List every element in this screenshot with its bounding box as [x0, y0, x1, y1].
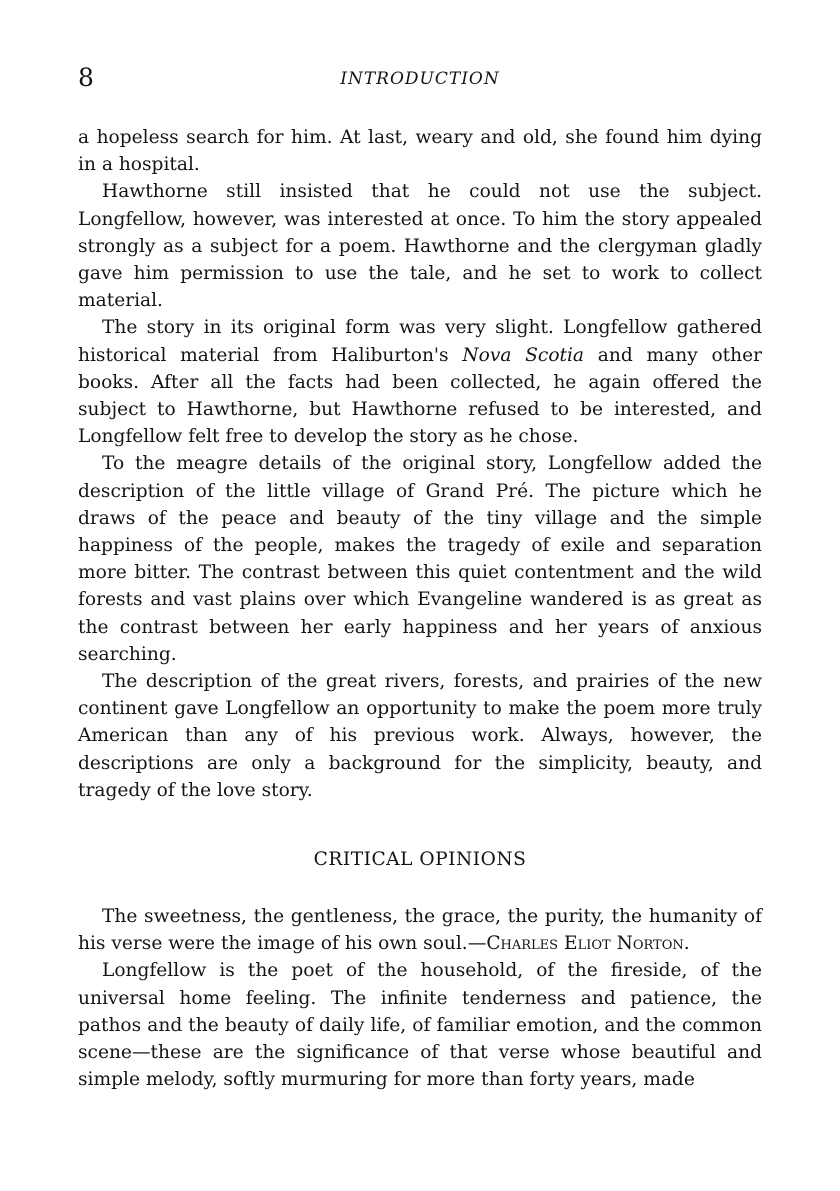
book-page: [78, 62, 762, 1094]
quote-1-author: Charles Eliot Norton.: [486, 933, 690, 955]
paragraph-4: To the meagre details of the original story, Longfellow added the description of the little village of Grand Pré. The picture which he draws of the peace and beauty of the tiny village and the simple happiness of the people, makes the tragedy of exile and separation more bitter. The contrast between this quiet contentment and the wild forests and vast plains over which Evangeline wandered is as great as the contrast between her early happiness and her years of anxious searching.: [78, 453, 762, 665]
section-heading: CRITICAL OPINIONS: [313, 849, 527, 871]
paragraph-1: a hopeless search for him. At last, weary and old, she found him dying in a hospital.: [78, 127, 762, 176]
page-number: 8: [78, 63, 94, 92]
paragraph-3: [78, 314, 762, 450]
quote-2: Longfellow is the poet of the household, of the fireside, of the universal home feeling. The infinite tenderness and patience, the pathos and the beauty of daily life, of familiar emotion, and the common scene—these are the significance of that verse whose beautiful and simple melody, softly murmuring for more than forty years, made: [78, 960, 762, 1091]
quote-1-text: The sweetness, the gentleness, the grace, the purity, the humanity of his verse were the image of his own soul.—: [78, 906, 762, 955]
paragraph-3-text-b: and many other books. After all the facts had been collected, he again offered the subject to Hawthorne, but Hawthorne refused to be interested, and Longfellow felt free to develop the story as he chose.: [78, 344, 762, 448]
running-head: [78, 62, 762, 102]
chapter-title: INTRODUCTION: [340, 69, 500, 89]
book-title-nova-scotia: Nova Scotia: [462, 344, 585, 366]
paragraph-2: Hawthorne still insisted that he could not use the subject. Longfellow, however, was interested at once. To him the story appealed strongly as a subject for a poem. Hawthorne and the clergyman gladly gave him permission to use the tale, and he set to work to collect material.: [78, 181, 762, 312]
paragraph-3-text-a: The story in its original form was very slight. Longfellow gathered historical material from Haliburton's: [78, 317, 762, 366]
paragraph-5: The description of the great rivers, forests, and prairies of the new continent gave Longfellow an opportunity to make the poem more truly American than any of his previous work. Always, however, the descriptions are only a background for the simplicity, beauty, and tragedy of the love story.: [78, 671, 762, 801]
quote-1: [78, 903, 762, 957]
